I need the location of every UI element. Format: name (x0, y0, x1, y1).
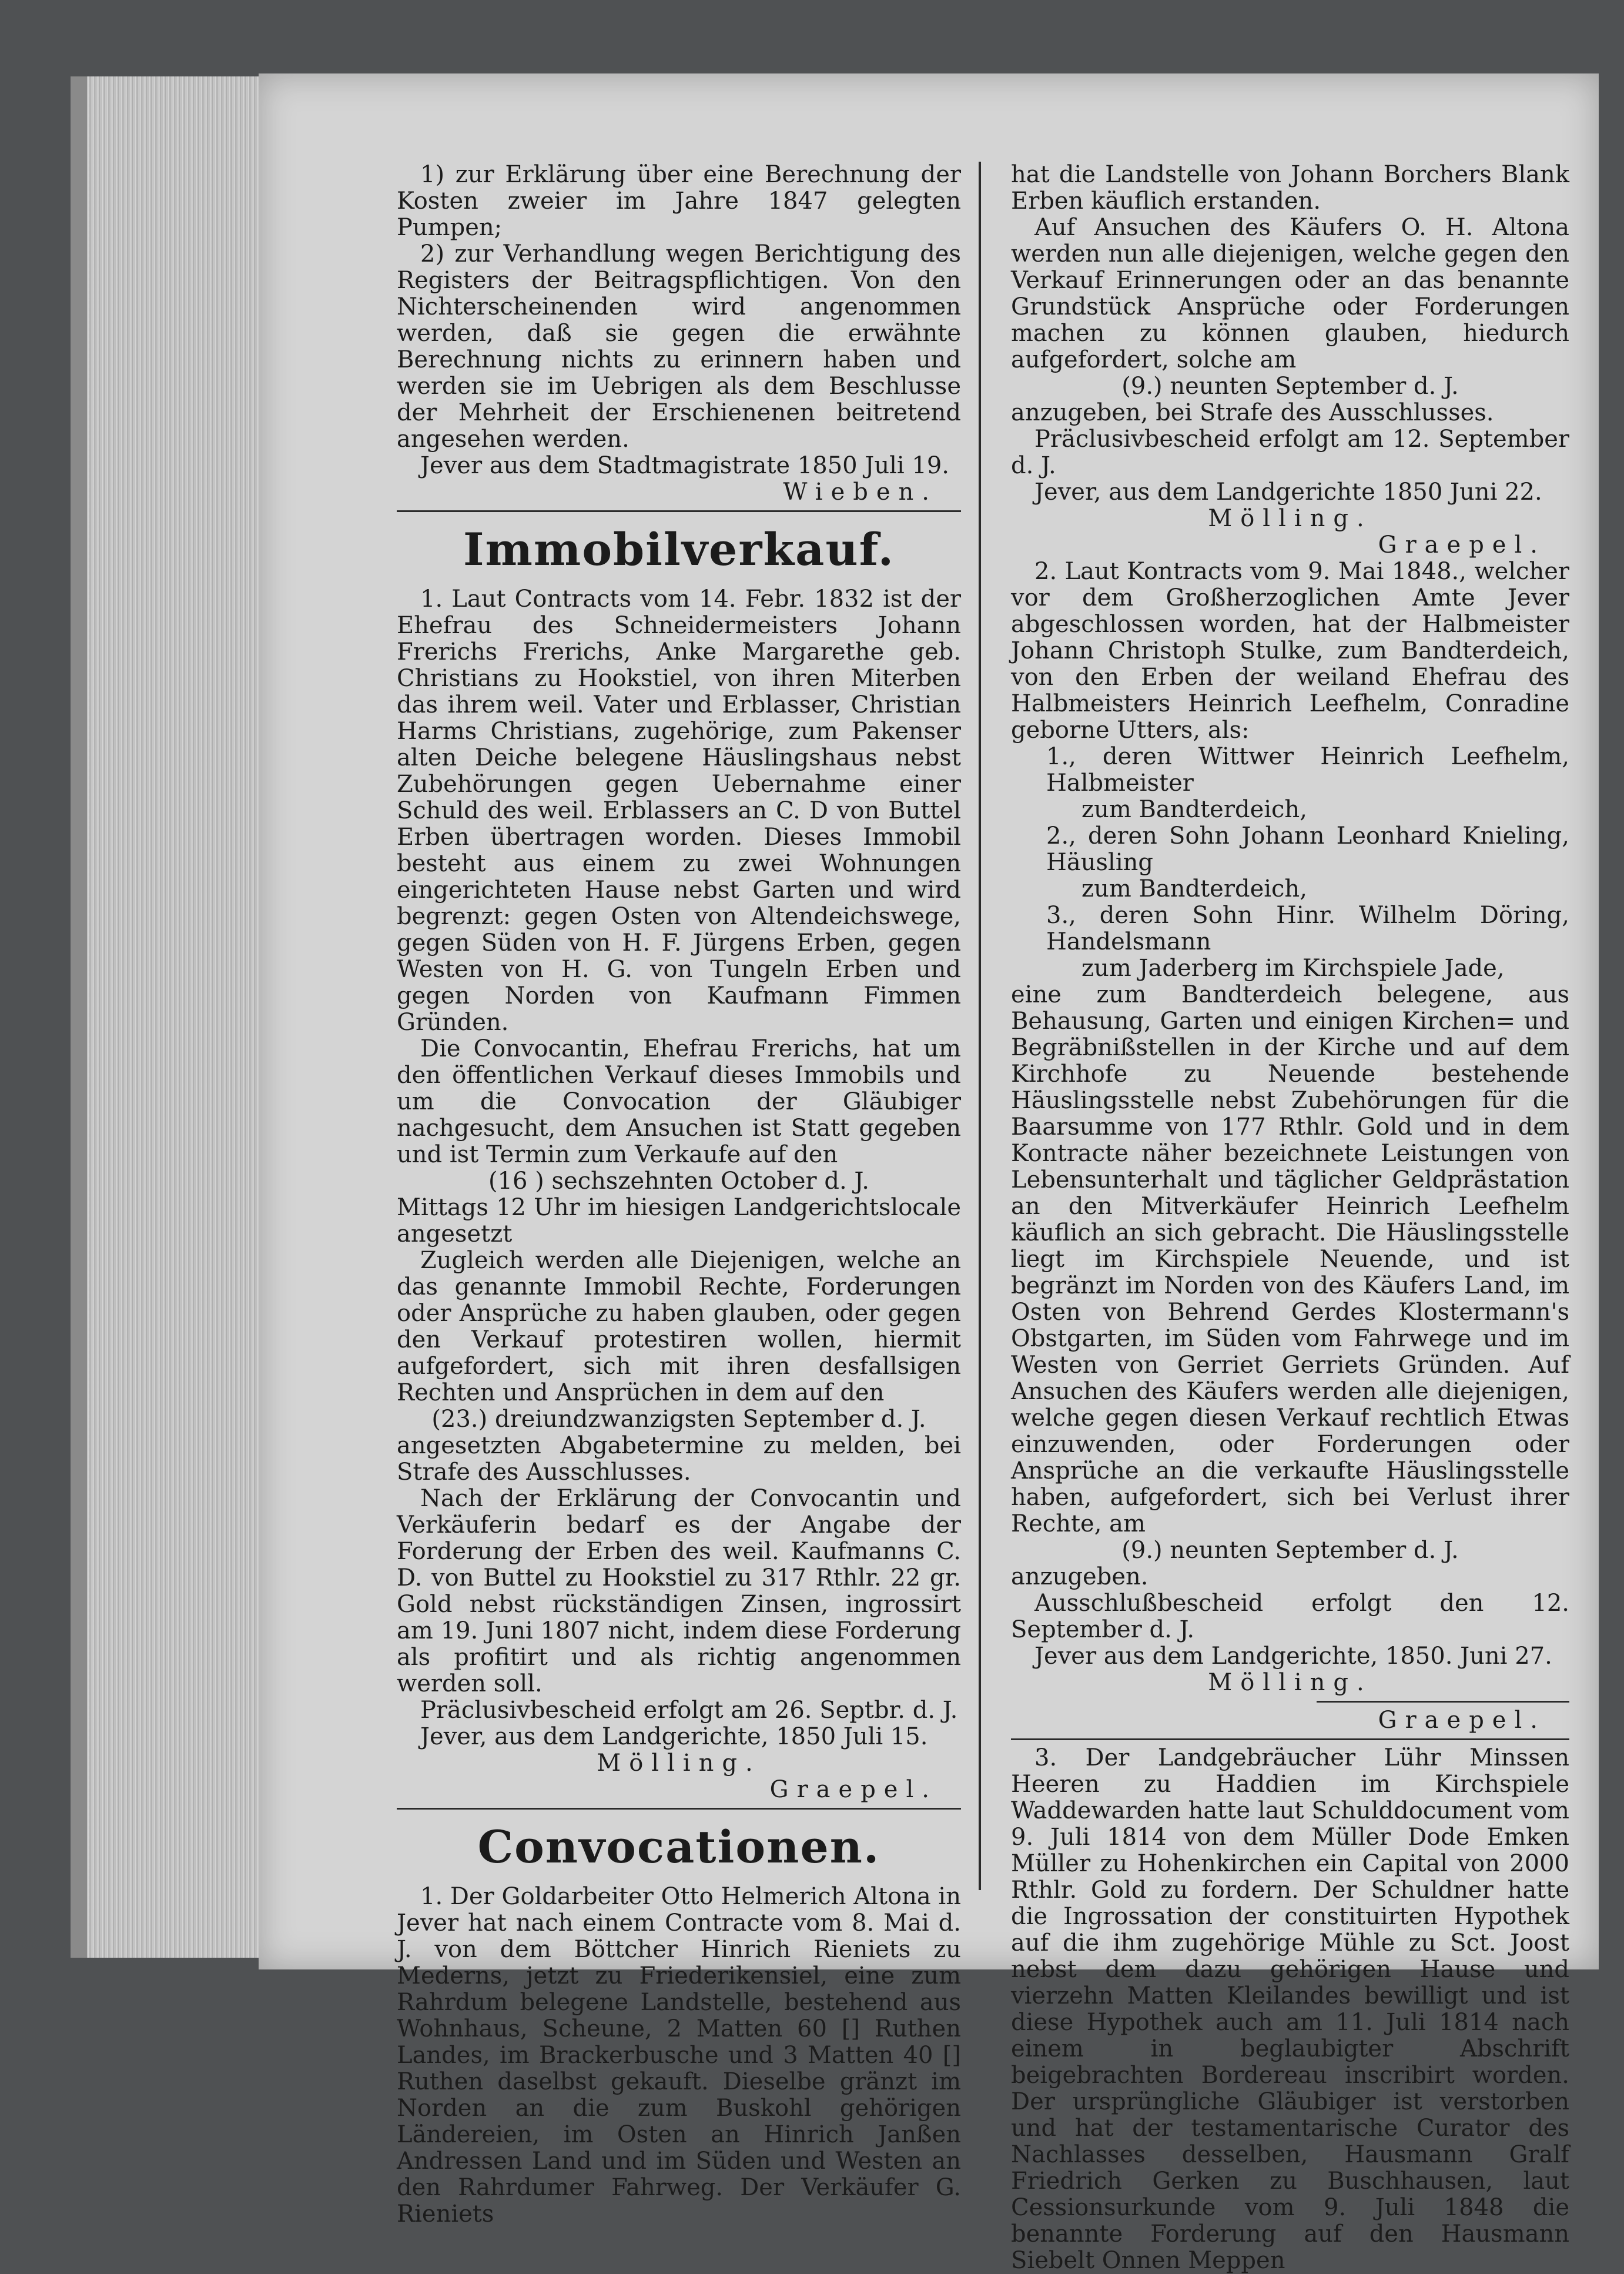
paragraph: 1) zur Erklärung über eine Berechnung der Kosten zweier im Jahre 1847 gelegten Pumpen; (397, 161, 961, 241)
signature-wieben: Wieben. (783, 479, 937, 506)
paragraph: Präclusivbescheid erfolgt am 26. Septbr. d. J. (420, 1697, 958, 1724)
paragraph: 1. Laut Contracts vom 14. Febr. 1832 ist der Ehefrau des Schneidermeisters Johann Frerichs Frerichs, Anke Margarethe geb. Christians zu Hookstiel, von ihren Miterben das ihrem weil. Vater und Erblasser, Christian Harms Christians, zugehörige, zum Pakenser alten Deiche belegene Häuslingshaus nebst Zubehörungen gegen Uebernahme einer Schuld des weil. Erblassers an C. D von Buttel Erben übertragen worden. Dieses Immobil besteht aus einem zu zwei Wohnungen eingerichteten Hause nebst Garten und wird begrenzt: gegen Osten von Altendeichswege, gegen Süden von H. F. Jürgens Erben, gegen Westen von H. G. von Tungeln Erben und gegen Norden von Kaufmann Fimmen Gründen. (397, 586, 961, 1036)
date-line: (9.) neunten September d. J. (1121, 373, 1459, 400)
paragraph: Nach der Erklärung der Convocantin und Verkäuferin bedarf es der Angabe der Forderung der Erben des weil. Kaufmanns C. D. von Buttel zu Hookstiel zu 317 Rthlr. 22 gr. Gold nebst rückständigen Zinsen, ingrossirt am 19. Juni 1807 nicht, indem diese Forderung als profitirt und als richtig angenommen werden soll. (397, 1485, 961, 1697)
signature-graepel: Graepel. (1378, 1707, 1546, 1734)
signature-graepel: Graepel. (769, 1776, 937, 1803)
paragraph: 2. Laut Kontracts vom 9. Mai 1848., welcher vor dem Großherzoglichen Amte Jever abgeschlossen worden, hat der Halbmeister Johann Christoph Stulke, zum Bandterdeich, von den Erben der weiland Ehefrau des Halbmeisters Heinrich Leefhelm, Conradine geborne Utters, als: (1011, 558, 1569, 744)
paragraph: Mittags 12 Uhr im hiesigen Landgerichtslocale angesetzt (397, 1194, 961, 1248)
book-page-edges (71, 76, 281, 1958)
signature-moelling: Mölling. (597, 1750, 761, 1777)
section-divider (1317, 1701, 1569, 1703)
right-column (1011, 162, 1569, 2274)
paragraph: angesetzten Abgabetermine zu melden, bei Strafe des Ausschlusses. (397, 1432, 961, 1486)
paragraph: 3. Der Landgebräucher Lühr Minssen Heeren zu Haddien im Kirchspiele Waddewarden hatte laut Schulddocument vom 9. Juli 1814 von dem Müller Dode Emken Müller zu Hohenkirchen ein Capital von 2000 Rthlr. Gold zu fordern. Der Schuldner hatte die Ingrossation der constituirten Hypothek auf die ihm zugehörige Mühle zu Sct. Joost nebst dem dazu gehörigen Hause und vierzehn Matten Kleilandes bewilligt und ist diese Hypothek auch am 11. Juli 1814 nach einem in beglaubigter Abschrift beigebrachten Bordereau inscribirt worden. Der ursprüngliche Gläubiger ist verstorben und hat der testamentarische Curator des Nachlasses desselben, Hausmann Gralf Friedrich Gerken zu Buschhausen, laut Cessionsurkunde vom 9. Juli 1848 die benannte Forderung auf den Hausmann Siebelt Onnen Meppen (1011, 1744, 1569, 2274)
signature-moelling: Mölling. (1208, 1669, 1372, 1696)
section-divider (1011, 1738, 1569, 1740)
list-item: zum Bandterdeich, (1081, 796, 1307, 823)
paragraph: hat die Landstelle von Johann Borchers Blank Erben käuflich erstanden. (1011, 161, 1569, 215)
date-line: (9.) neunten September d. J. (1121, 1537, 1459, 1564)
list-item: 2., deren Sohn Johann Leonhard Knieling, Häusling (1046, 822, 1569, 876)
column-divider (979, 162, 981, 1890)
section-divider (397, 1808, 961, 1810)
paragraph: Zugleich werden alle Diejenigen, welche an das genannte Immobil Rechte, Forderungen oder Ansprüche zu haben glauben, oder gegen den Verkauf protestiren wollen, hiermit aufgefordert, sich mit ihren desfallsigen Rechten und Ansprüchen in dem auf den (397, 1247, 961, 1406)
left-column (397, 162, 961, 2228)
paragraph: Jever, aus dem Landgerichte, 1850 Juli 15. (420, 1723, 928, 1750)
list-item: 3., deren Sohn Hinr. Wilhelm Döring, Handelsmann (1046, 902, 1569, 955)
section-divider (397, 510, 961, 512)
book-page (259, 73, 1599, 2274)
signature-moelling: Mölling. (1208, 505, 1372, 532)
paragraph: Jever aus dem Stadtmagistrate 1850 Juli 19. (420, 452, 950, 479)
section-title-immobilverkauf: Immobilverkauf. (463, 523, 895, 576)
paragraph: anzugeben, bei Strafe des Ausschlusses. (1011, 399, 1494, 426)
paragraph: Präclusivbescheid erfolgt am 12. September d. J. (1011, 426, 1569, 479)
signature-graepel: Graepel. (1378, 531, 1546, 559)
paragraph: anzugeben. (1011, 1563, 1148, 1590)
paragraph: Ausschlußbescheid erfolgt den 12. September d. J. (1011, 1590, 1569, 1643)
paragraph: 2) zur Verhandlung wegen Berichtigung des Registers der Beitragspflichtigen. Von den Nichterscheinenden wird angenommen werden, daß sie gegen die erwähnte Berechnung nichts zu erinnern haben und werden sie im Uebrigen als dem Beschlusse der Mehrheit der Erschienenen beitretend angesehen werden. (397, 240, 961, 453)
date-line: (23.) dreiundzwanzigsten September d. J. (431, 1406, 926, 1433)
section-title-convocationen: Convocationen. (477, 1821, 880, 1873)
paragraph: Jever, aus dem Landgerichte 1850 Juni 22. (1034, 479, 1542, 506)
paragraph: 1. Der Goldarbeiter Otto Helmerich Altona in Jever hat nach einem Contracte vom 8. Mai d. J. von dem Böttcher Hinrich Rieniets zu Mederns, jetzt zu Friederikensiel, eine zum Rahrdum belegene Landstelle, bestehend aus Wohnhaus, Scheune, 2 Matten 60 [] Ruthen Landes, im Brackerbusche und 3 Matten 40 [] Ruthen daselbst gekauft. Dieselbe gränzt im Norden an die zum Buskohl gehörigen Ländereien, im Osten an Hinrich Janßen Andressen Land und im Süden und Westen an den Rahrdumer Fahrweg. Der Verkäufer G. Rieniets (397, 1883, 961, 2228)
paragraph: Auf Ansuchen des Käufers O. H. Altona werden nun alle diejenigen, welche gegen den Verkauf Erinnerungen oder an das benannte Grundstück Ansprüche oder Forderungen machen zu können glauben, hiedurch aufgefordert, solche am (1011, 214, 1569, 373)
list-item: 1., deren Wittwer Heinrich Leefhelm, Halbmeister (1046, 743, 1569, 797)
list-item: zum Bandterdeich, (1081, 875, 1307, 902)
date-line: (16 ) sechszehnten October d. J. (488, 1168, 870, 1195)
list-item: zum Jaderberg im Kirchspiele Jade, (1081, 955, 1505, 982)
paragraph: Die Convocantin, Ehefrau Frerichs, hat um den öffentlichen Verkauf dieses Immobils und um die Convocation der Gläubiger nachgesucht, dem Ansuchen ist Statt gegeben und ist Termin zum Verkaufe auf den (397, 1035, 961, 1168)
paragraph: Jever aus dem Landgerichte, 1850. Juni 27. (1034, 1643, 1552, 1670)
paragraph: eine zum Bandterdeich belegene, aus Behausung, Garten und einigen Kirchen= und Begräbnißstellen in der Kirche und auf dem Kirchhofe zu Neuende bestehende Häuslingsstelle nebst Zubehörungen für die Baarsumme von 177 Rthlr. Gold und in dem Kontracte näher bezeichnete Leistungen von Lebensunterhalt und täglicher Geldprästation an den Mitverkäufer Heinrich Leefhelm käuflich an sich gebracht. Die Häuslingsstelle liegt im Kirchspiele Neuende, und ist begränzt im Norden von des Käufers Land, im Osten von Behrend Gerdes Klostermann's Obstgarten, im Süden vom Fahrwege und im Westen von Gerriet Gerriets Gründen. Auf Ansuchen des Käufers werden alle diejenigen, welche gegen diesen Verkauf rechtlich Etwas einzuwenden, oder Forderungen oder Ansprüche an die verkaufte Häuslingsstelle haben, aufgefordert, sich bei Verlust ihrer Rechte, am (1011, 981, 1569, 1537)
